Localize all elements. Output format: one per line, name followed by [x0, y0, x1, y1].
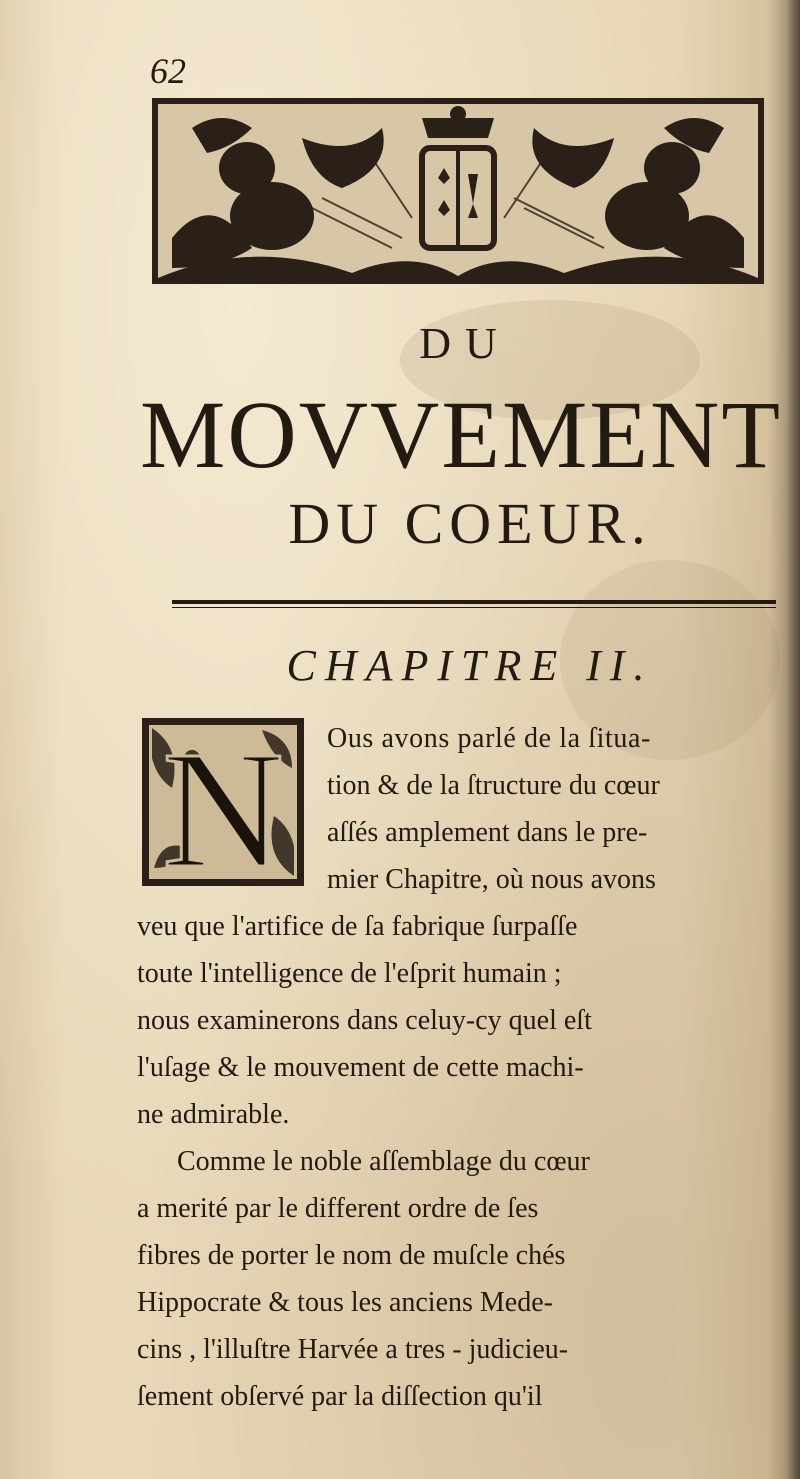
text-line: Comme le noble aſſemblage du cœur: [177, 1146, 590, 1177]
text-line: nous examinerons dans celuy-cy quel eſt: [137, 1005, 592, 1036]
double-rule-divider: [172, 600, 776, 610]
chapter-heading: CHAPITRE II.: [286, 641, 654, 690]
text-line: tion & de la ſtructure du cœur: [327, 770, 660, 801]
title-line-du-coeur: DU COEUR.: [288, 491, 652, 556]
text-line: toute l'intelligence de l'eſprit humain ;: [137, 958, 562, 989]
page-edge-shadow: [786, 0, 800, 1479]
text-line: cins , l'illuſtre Harvée a tres - judicieu-: [137, 1334, 569, 1365]
body-text: [137, 715, 797, 1420]
dropcap-letter: N: [162, 718, 284, 886]
text-line: veu que l'artifice de ſa fabrique ſurpaſſe: [137, 911, 578, 942]
page-number: 62: [150, 51, 186, 91]
text-line: fibres de porter le nom de muſcle chés: [137, 1240, 566, 1271]
text-line: Ous avons parlé de la ſitua-: [327, 723, 651, 754]
text-line: ſement obſervé par la diſſection qu'il: [137, 1381, 543, 1412]
text-line: ne admirable.: [137, 1099, 290, 1130]
title-line-mouvement: MOVVEMENT: [140, 381, 782, 488]
text-line: a merité par le different ordre de ſes: [137, 1193, 539, 1224]
text-line: mier Chapitre, où nous avons: [327, 864, 656, 895]
text-line: l'uſage & le mouvement de cette machi-: [137, 1052, 584, 1083]
woodcut-headpiece-ornament: [152, 98, 764, 284]
title-line-du: DU: [419, 319, 511, 368]
text-line: Hippocrate & tous les anciens Mede-: [137, 1287, 553, 1318]
text-line: aſſés amplement dans le pre-: [327, 817, 648, 848]
